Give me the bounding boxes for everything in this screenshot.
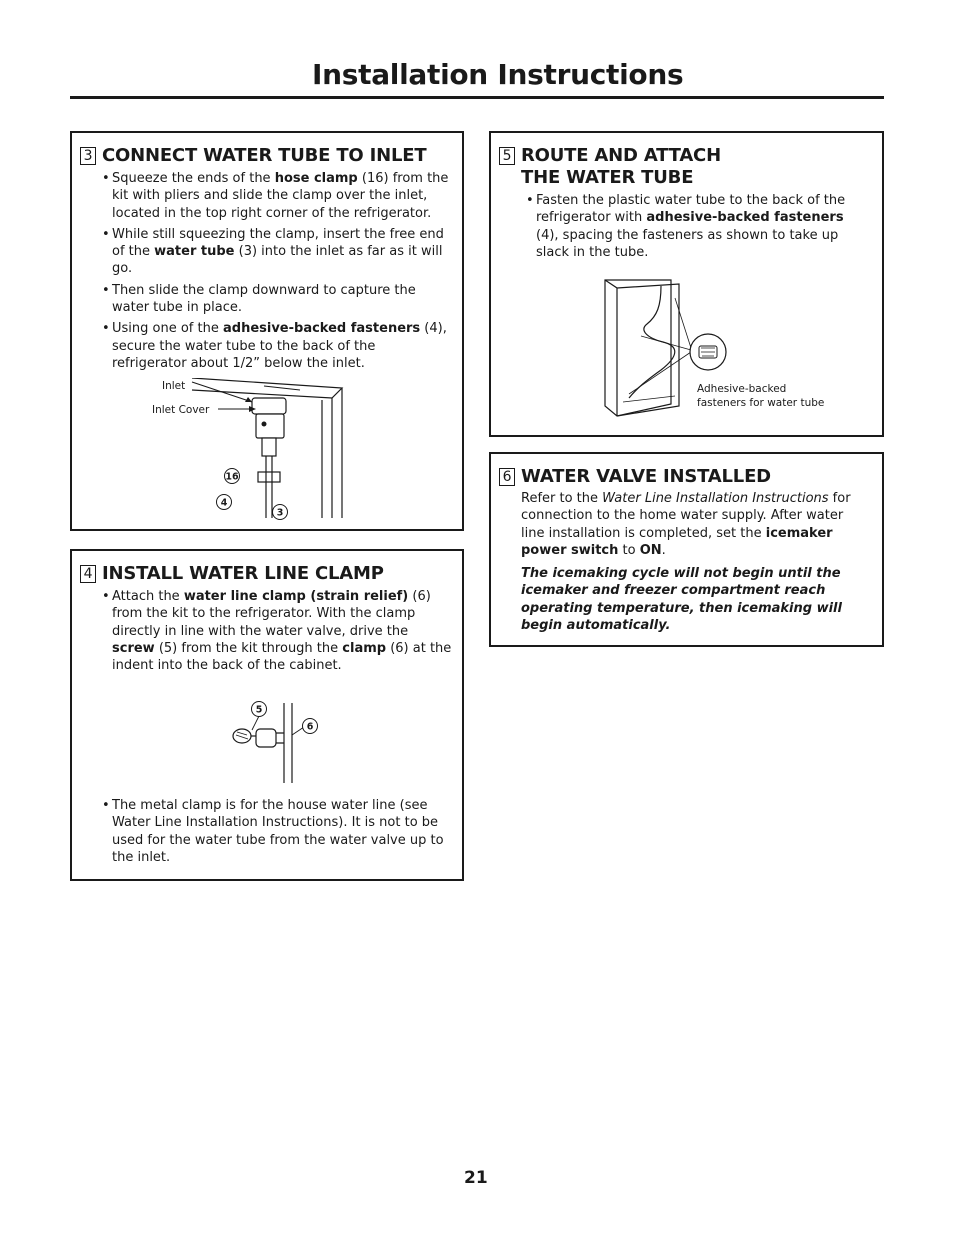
step-title: CONNECT WATER TUBE TO INLET	[102, 145, 427, 166]
step-6-heading	[499, 466, 771, 488]
step-number-badge: 3	[80, 147, 96, 165]
callout-4: 4	[220, 497, 228, 509]
bullet-item: • Attach the water line clamp (strain relief) (6) from the kit to the refrigerator. With the clamp directly in line with the water valve, drive the screw (5) from the kit through the clamp (6) at the indent into the back of the cabinet.	[102, 588, 454, 674]
fastener-label-line1: Adhesive-backed	[697, 383, 787, 395]
callout-6: 6	[306, 721, 314, 733]
bullet-item: • The metal clamp is for the house water line (see Water Line Installation Instructions). It is not to be used for the water tube from the water valve up to the inlet.	[102, 797, 454, 866]
step-4-heading	[80, 563, 384, 585]
step-3-body	[102, 170, 454, 376]
step-4-body-top	[102, 588, 454, 678]
bullet-item: • Using one of the adhesive-backed fasteners (4), secure the water tube to the back of the refrigerator about 1/2” below the inlet.	[102, 320, 454, 372]
step-3-panel	[70, 131, 464, 531]
step-title: WATER VALVE INSTALLED	[521, 466, 771, 487]
fastener-label-line2: fasteners for water tube	[697, 397, 825, 409]
step-3-heading	[80, 145, 426, 167]
bullet-item: • Squeeze the ends of the hose clamp (16) from the kit with pliers and slide the clamp over the inlet, located in the top right corner of the refrigerator.	[102, 170, 454, 222]
step-4-body-bottom	[102, 797, 454, 870]
inlet-cover-label: Inlet Cover	[152, 404, 210, 416]
callout-16: 16	[225, 471, 239, 483]
step-6-panel	[489, 452, 884, 647]
page-number: 21	[464, 1168, 488, 1188]
paragraph: Refer to the Water Line Installation Instructions for connection to the home water supply. After water line installation is completed, set the icemaker power switch to ON.	[521, 491, 851, 558]
inlet-label: Inlet	[162, 380, 186, 392]
page-title: Installation Instructions	[312, 58, 684, 91]
bullet-item: • While still squeezing the clamp, insert the free end of the water tube (3) into the inlet as far as it will go.	[102, 226, 454, 278]
route-figure	[601, 276, 851, 426]
step-title: INSTALL WATER LINE CLAMP	[102, 563, 384, 584]
bullet-item: • Fasten the plastic water tube to the back of the refrigerator with adhesive-backed fasteners (4), spacing the fasteners as shown to take up slack in the tube.	[526, 192, 856, 261]
step-6-body	[521, 490, 866, 638]
step-5-panel	[489, 131, 884, 437]
inlet-figure	[152, 378, 442, 523]
clamp-figure	[222, 695, 332, 789]
title-rule	[70, 96, 884, 99]
step-5-heading	[499, 145, 721, 189]
step-title: ROUTE AND ATTACH THE WATER TUBE	[521, 145, 721, 188]
note-paragraph: The icemaking cycle will not begin until the icemaker and freezer compartment reach operating temperature, then icemaking will begin automatically.	[521, 566, 842, 634]
step-number-badge: 5	[499, 147, 515, 165]
bullet-item: • Then slide the clamp downward to capture the water tube in place.	[102, 282, 454, 317]
step-4-panel	[70, 549, 464, 881]
step-5-body	[526, 192, 856, 265]
step-number-badge: 4	[80, 565, 96, 583]
callout-5: 5	[255, 704, 263, 716]
callout-3: 3	[276, 507, 284, 519]
step-number-badge: 6	[499, 468, 515, 486]
